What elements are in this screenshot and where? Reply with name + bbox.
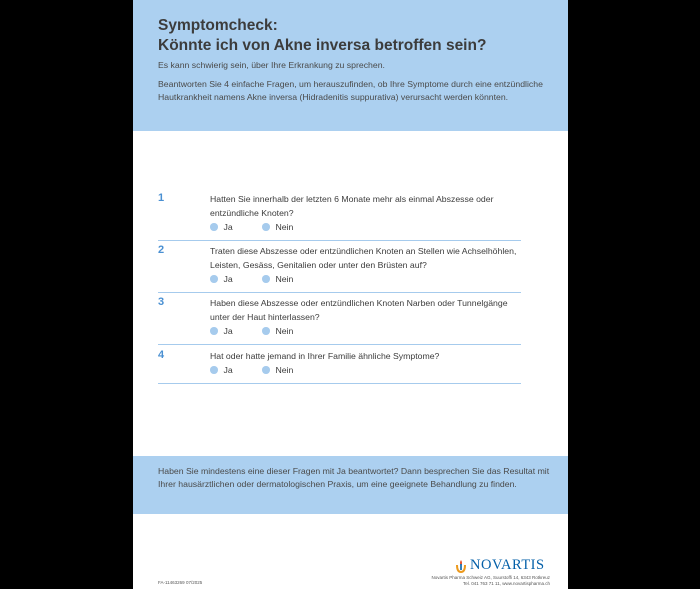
question-1: [158, 192, 521, 241]
option-yes[interactable]: [210, 221, 262, 233]
company-address: [432, 575, 550, 586]
option-yes-label: Ja: [223, 365, 233, 375]
answer-options: [210, 364, 314, 376]
conclusion-text: Haben Sie mindestens eine dieser Fragen mit Ja beantwortet? Dann besprechen Sie das Resultat mit Ihrer hausärztlichen oder dermatologischen Praxis, um eine geeignete Behandlung zu finden.: [158, 466, 550, 489]
question-number: 3: [158, 296, 165, 308]
question-3: [158, 296, 521, 345]
question-text: Hat oder hatte jemand in Ihrer Familie ähnliche Symptome?: [210, 351, 440, 361]
question-number: 2: [158, 244, 165, 256]
radio-no-icon[interactable]: [262, 275, 270, 283]
answer-options: [210, 325, 314, 337]
address-line-2: Tel. 041 763 71 11, www.novartispharma.ch: [463, 580, 550, 586]
answer-options: [210, 221, 314, 233]
option-yes[interactable]: [210, 273, 262, 285]
page-title: [158, 16, 558, 56]
option-no-label: Nein: [275, 222, 294, 232]
radio-no-icon[interactable]: [262, 366, 270, 374]
option-yes-label: Ja: [223, 274, 233, 284]
question-2: [158, 244, 521, 293]
intro-text-1: Es kann schwierig sein, über Ihre Erkrankung zu sprechen.: [158, 60, 385, 70]
option-no[interactable]: [262, 325, 314, 337]
radio-yes-icon[interactable]: [210, 275, 218, 283]
radio-no-icon[interactable]: [262, 223, 270, 231]
radio-yes-icon[interactable]: [210, 327, 218, 335]
question-text: Traten diese Abszesse oder entzündlichen Knoten an Stellen wie Achselhöhlen, Leisten, Gesäss, Genitalien oder unter den Brüsten auf?: [210, 246, 517, 270]
question-number: 4: [158, 349, 165, 361]
option-yes-label: Ja: [223, 326, 233, 336]
answer-options: [210, 273, 314, 285]
option-no-label: Nein: [275, 326, 294, 336]
title-line-1: Symptomcheck:: [158, 17, 278, 34]
option-yes[interactable]: [210, 325, 262, 337]
question-text: Haben diese Abszesse oder entzündlichen Knoten Narben oder Tunnelgänge unter der Haut hinterlassen?: [210, 298, 508, 322]
option-no-label: Nein: [275, 365, 294, 375]
radio-no-icon[interactable]: [262, 327, 270, 335]
novartis-logo: [455, 558, 545, 573]
option-yes-label: Ja: [223, 222, 233, 232]
novartis-flame-icon: [455, 559, 467, 573]
question-number: 1: [158, 192, 165, 204]
option-no[interactable]: [262, 364, 314, 376]
question-text: Hatten Sie innerhalb der letzten 6 Monate mehr als einmal Abszesse oder entzündliche Knoten?: [210, 194, 494, 218]
option-no[interactable]: [262, 273, 314, 285]
title-line-2: Könnte ich von Akne inversa betroffen sein?: [158, 37, 487, 54]
conclusion-band: [133, 456, 568, 514]
address-line-1: Novartis Pharma Schweiz AG, Suurstoffi 14, 6343 Rotkreuz: [431, 575, 550, 580]
document-id: FA-11463269 07/2025: [158, 580, 203, 585]
brand-name: NOVARTIS: [470, 557, 545, 573]
option-yes[interactable]: [210, 364, 262, 376]
header-band: [133, 0, 568, 131]
radio-yes-icon[interactable]: [210, 223, 218, 231]
option-no[interactable]: [262, 221, 314, 233]
radio-yes-icon[interactable]: [210, 366, 218, 374]
question-4: [158, 349, 521, 384]
document-page: [133, 0, 568, 589]
intro-text-2: Beantworten Sie 4 einfache Fragen, um herauszufinden, ob Ihre Symptome durch eine entzündliche Hautkrankheit namens Akne inversa (Hidradenitis suppurativa) verursacht werden könnten.: [158, 79, 543, 102]
option-no-label: Nein: [275, 274, 294, 284]
